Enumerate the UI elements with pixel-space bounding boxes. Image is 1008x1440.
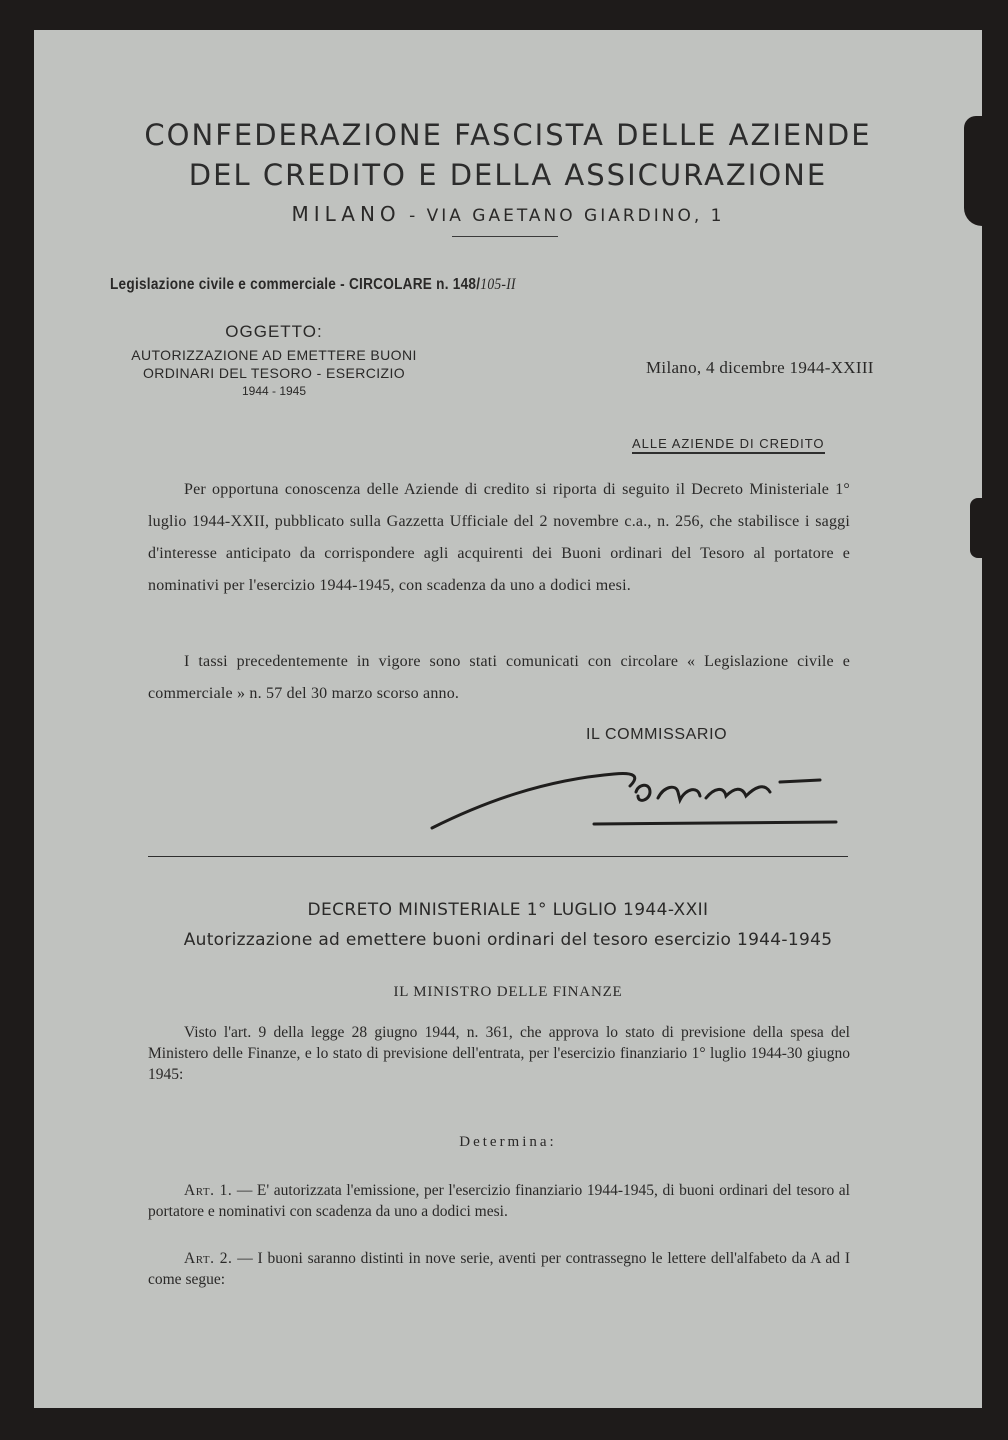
header-city: MILANO bbox=[291, 202, 401, 226]
article-1-text: — E' autorizzata l'emissione, per l'esercizio finanziario 1944-1945, di buoni ordinari del tesoro al portatore e nominativi con scadenza da uno a dodici mesi. bbox=[148, 1182, 850, 1220]
recipient-heading: ALLE AZIENDE DI CREDITO bbox=[632, 436, 825, 454]
circolare-reference bbox=[110, 276, 516, 294]
handwritten-signature bbox=[424, 752, 844, 842]
section-divider bbox=[148, 856, 848, 857]
article-2-text: — I buoni saranno distinti in nove serie, aventi per contrassegno le lettere dell'alfabeto da A ad I come segue: bbox=[148, 1250, 851, 1288]
signatory-title: IL COMMISSARIO bbox=[586, 726, 728, 743]
article-2-label: Art. 2. bbox=[184, 1250, 233, 1267]
article-1-label: Art. 1. bbox=[184, 1182, 233, 1199]
oggetto-line2: ORDINARI DEL TESORO - ESERCIZIO bbox=[142, 365, 406, 381]
oggetto-block bbox=[94, 322, 454, 398]
letter-paragraph-1: Per opportuna conoscenza delle Aziende di credito si riporta di seguito il Decreto Ministeriale 1° luglio 1944-XXII, pubblicato sulla Gazzetta Ufficiale del 2 novembre c.a., n. 256, che stabilisce i saggi d'interesse anticipato da corrispondere agli acquirenti dei Buoni ordinari del Tesoro al portatore e nominativi per l'esercizio 1944-1945, con scadenza da uno a dodici mesi. bbox=[148, 481, 850, 594]
header-org-line1: CONFEDERAZIONE FASCISTA DELLE AZIENDE bbox=[144, 118, 872, 152]
article-1 bbox=[148, 1180, 850, 1222]
document-page bbox=[34, 30, 982, 1408]
oggetto-years: 1944 - 1945 bbox=[241, 384, 307, 398]
article-2 bbox=[148, 1248, 850, 1290]
header-address bbox=[34, 202, 982, 226]
ministro-heading: IL MINISTRO DELLE FINANZE bbox=[393, 984, 623, 1000]
decreto-visto-paragraph: Visto l'art. 9 della legge 28 giugno 1944, n. 361, che approva lo stato di previsione della spesa del Ministero delle Finanze, e lo stato di previsione dell'entrata, per l'esercizio finanziario 1° luglio 1944-30 giugno 1945: bbox=[148, 1024, 850, 1083]
header-divider bbox=[452, 236, 558, 237]
letter-date: Milano, 4 dicembre 1944-XXIII bbox=[646, 358, 874, 377]
circolare-number-suffix: 105-II bbox=[480, 276, 516, 293]
oggetto-line1: AUTORIZZAZIONE AD EMETTERE BUONI bbox=[131, 347, 417, 363]
torn-edge-middle bbox=[970, 498, 982, 558]
circolare-label: Legislazione civile e commerciale - CIRCOLARE n. 148/ bbox=[110, 276, 481, 293]
header-org-line2: DEL CREDITO E DELLA ASSICURAZIONE bbox=[188, 158, 828, 192]
oggetto-label: OGGETTO: bbox=[225, 322, 323, 341]
determina-heading: Determina: bbox=[459, 1134, 557, 1150]
header-street: - VIA GAETANO GIARDINO, 1 bbox=[409, 206, 725, 226]
decreto-subtitle: Autorizzazione ad emettere buoni ordinari del tesoro esercizio 1944-1945 bbox=[183, 930, 833, 950]
letter-paragraph-2: I tassi precedentemente in vigore sono stati comunicati con circolare « Legislazione civile e commerciale » n. 57 del 30 marzo scorso anno. bbox=[148, 653, 850, 702]
decreto-title: DECRETO MINISTERIALE 1° LUGLIO 1944-XXII bbox=[307, 900, 709, 920]
